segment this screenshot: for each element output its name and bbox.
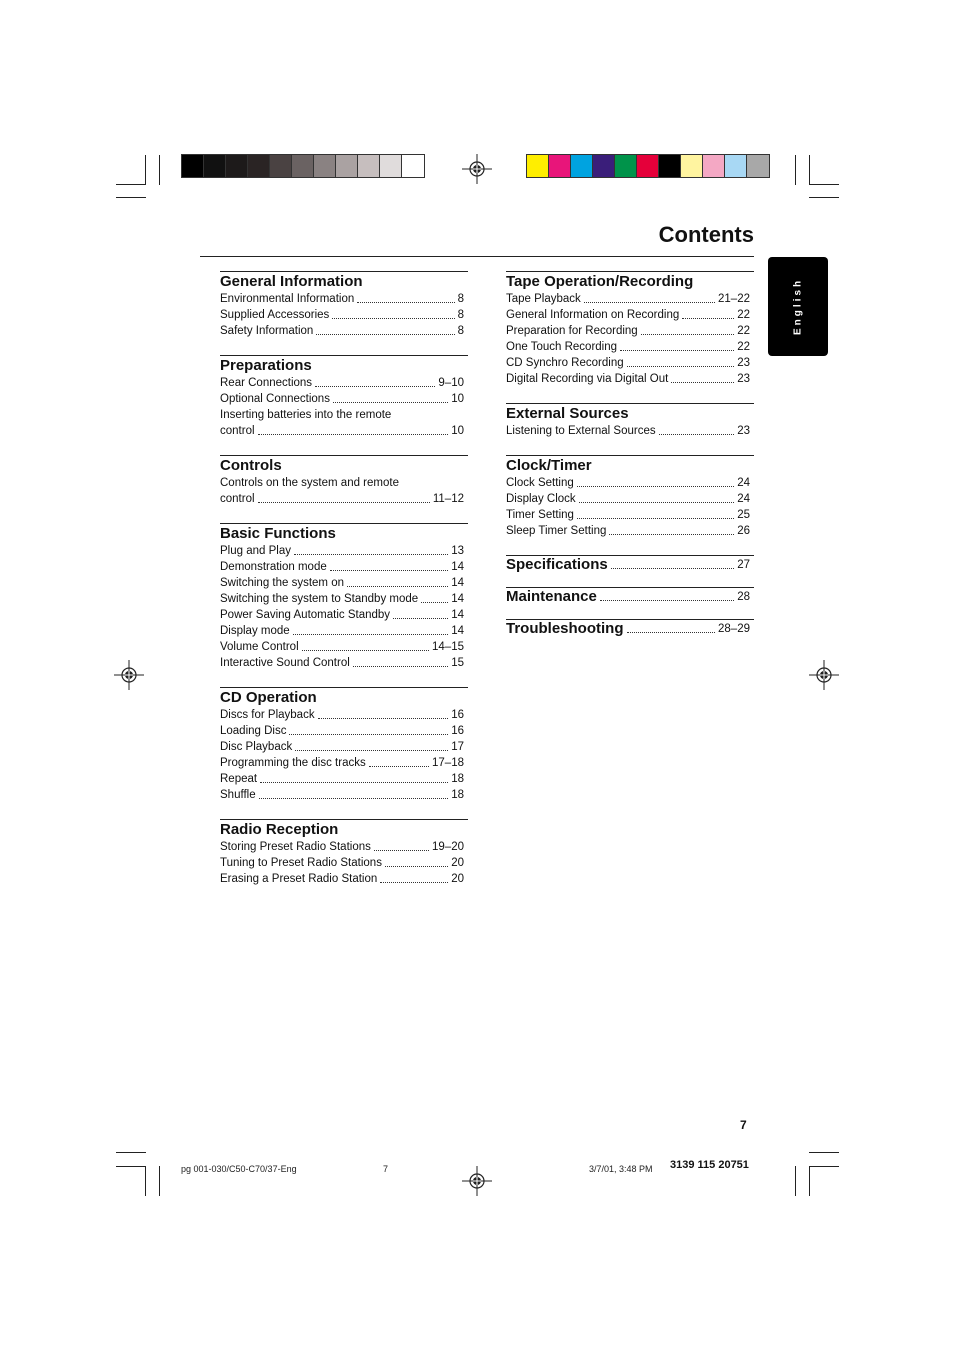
toc-section xyxy=(506,555,754,573)
crop-mark xyxy=(809,184,839,185)
color-swatch xyxy=(380,155,402,177)
toc-entry[interactable] xyxy=(506,523,754,539)
toc-entry[interactable] xyxy=(506,475,754,491)
toc-entry-label: General Information on Recording xyxy=(506,309,680,321)
toc-entry-label: control xyxy=(220,493,255,505)
toc-section-heading[interactable] xyxy=(506,557,754,573)
toc-section xyxy=(506,403,754,439)
toc-entry[interactable] xyxy=(220,707,468,723)
dot-leader xyxy=(620,350,734,351)
footer-timestamp: 3/7/01, 3:48 PM xyxy=(589,1164,653,1174)
toc-entry[interactable] xyxy=(220,543,468,559)
color-swatch xyxy=(292,155,314,177)
dot-leader xyxy=(302,650,429,651)
color-swatch xyxy=(248,155,270,177)
toc-entry-label: Safety Information xyxy=(220,325,314,337)
dot-leader xyxy=(627,366,735,367)
color-swatch xyxy=(358,155,380,177)
section-title: Tape Operation/Recording xyxy=(506,273,694,290)
color-swatch xyxy=(637,155,659,177)
toc-entry-label: control xyxy=(220,425,255,437)
dot-leader xyxy=(577,518,734,519)
dot-leader xyxy=(609,534,734,535)
toc-entry-label: Shuffle xyxy=(220,789,256,801)
toc-entry[interactable] xyxy=(220,871,468,887)
process-color-bar xyxy=(526,154,770,178)
toc-entry[interactable] xyxy=(220,559,468,575)
crop-mark xyxy=(116,1166,146,1167)
dot-leader xyxy=(641,334,735,335)
toc-entry[interactable] xyxy=(220,771,468,787)
color-swatch xyxy=(747,155,769,177)
section-title: Troubleshooting xyxy=(506,620,624,637)
toc-entry-page: 14 xyxy=(451,577,464,589)
toc-entry-label: Supplied Accessories xyxy=(220,309,330,321)
toc-section xyxy=(506,619,754,637)
toc-entry-page: 13 xyxy=(451,545,464,557)
toc-entry-page: 15 xyxy=(451,657,464,669)
toc-entry-label: Disc Playback xyxy=(220,741,293,753)
color-swatch xyxy=(226,155,248,177)
crop-mark xyxy=(795,155,796,185)
section-title: Radio Reception xyxy=(220,821,339,838)
dot-leader xyxy=(353,666,448,667)
dot-leader xyxy=(260,782,448,783)
toc-entry-page: 23 xyxy=(737,357,750,369)
toc-entry[interactable] xyxy=(506,507,754,523)
toc-entry-page: 18 xyxy=(451,789,464,801)
toc-entry-page: 20 xyxy=(451,873,464,885)
crop-mark xyxy=(809,197,839,198)
toc-entry[interactable] xyxy=(220,755,468,771)
toc-entry[interactable] xyxy=(220,855,468,871)
dot-leader xyxy=(577,486,734,487)
toc-entry-label: Preparation for Recording xyxy=(506,325,638,337)
toc-entry[interactable] xyxy=(506,323,754,339)
color-swatch xyxy=(725,155,747,177)
toc-entry-label: Timer Setting xyxy=(506,509,574,521)
toc-entry[interactable] xyxy=(220,639,468,655)
section-title: General Information xyxy=(220,273,363,290)
toc-entry[interactable] xyxy=(220,291,468,307)
toc-entry-page: 14–15 xyxy=(432,641,464,653)
dot-leader xyxy=(315,386,435,387)
toc-section xyxy=(506,455,754,539)
dot-leader xyxy=(330,570,448,571)
toc-entry-label: Environmental Information xyxy=(220,293,355,305)
toc-entry-label: Switching the system to Standby mode xyxy=(220,593,419,605)
toc-entry-page: 23 xyxy=(737,373,750,385)
toc-entry-label: Demonstration mode xyxy=(220,561,327,573)
toc-entry[interactable] xyxy=(220,623,468,639)
toc-entry-label: Storing Preset Radio Stations xyxy=(220,841,371,853)
dot-leader xyxy=(421,602,448,603)
crop-mark xyxy=(116,184,146,185)
toc-entry-page: 14 xyxy=(451,625,464,637)
crop-mark xyxy=(159,1166,160,1196)
toc-entry-page: 21–22 xyxy=(718,293,750,305)
dot-leader xyxy=(579,502,735,503)
dot-leader xyxy=(600,600,734,601)
toc-entry[interactable] xyxy=(220,739,468,755)
toc-entry-page: 14 xyxy=(451,593,464,605)
color-swatch xyxy=(681,155,703,177)
dot-leader xyxy=(289,734,448,735)
toc-entry[interactable] xyxy=(220,323,468,339)
registration-mark-icon xyxy=(809,660,839,690)
color-swatch xyxy=(182,155,204,177)
toc-entry[interactable] xyxy=(220,423,468,439)
toc-entry[interactable] xyxy=(506,355,754,371)
toc-entry-label: Rear Connections xyxy=(220,377,313,389)
toc-entry-label: Loading Disc xyxy=(220,725,287,737)
crop-mark xyxy=(145,1166,146,1196)
color-swatch xyxy=(336,155,358,177)
dot-leader xyxy=(584,302,715,303)
toc-entry-page: 18 xyxy=(451,773,464,785)
dot-leader xyxy=(374,850,429,851)
toc-section-heading[interactable] xyxy=(506,589,754,605)
toc-entry-page: 10 xyxy=(451,393,464,405)
dot-leader xyxy=(258,502,430,503)
toc-entry-page: 20 xyxy=(451,857,464,869)
dot-leader xyxy=(294,554,448,555)
dot-leader xyxy=(333,402,448,403)
toc-entry-page: 22 xyxy=(737,309,750,321)
toc-entry-page: 27 xyxy=(737,559,750,571)
toc-entry-label: Programming the disc tracks xyxy=(220,757,366,769)
toc-entry-label: Clock Setting xyxy=(506,477,574,489)
color-swatch xyxy=(314,155,336,177)
color-swatch xyxy=(615,155,637,177)
dot-leader xyxy=(682,318,734,319)
toc-entry[interactable] xyxy=(220,575,468,591)
toc-entry-page: 11–12 xyxy=(432,493,464,505)
toc-entry[interactable] xyxy=(220,307,468,323)
toc-entry[interactable] xyxy=(220,655,468,671)
dot-leader xyxy=(380,882,448,883)
toc-entry-label: Tape Playback xyxy=(506,293,581,305)
dot-leader xyxy=(347,586,448,587)
dot-leader xyxy=(357,302,454,303)
toc-entry[interactable] xyxy=(220,375,468,391)
toc-section-heading[interactable] xyxy=(506,621,754,637)
toc-entry[interactable] xyxy=(506,291,754,307)
toc-section xyxy=(506,587,754,605)
crop-mark xyxy=(116,1152,146,1153)
toc-entry-page: 22 xyxy=(737,341,750,353)
crop-mark xyxy=(795,1166,796,1196)
color-swatch xyxy=(549,155,571,177)
toc-right-column xyxy=(506,271,754,651)
dot-leader xyxy=(316,334,454,335)
toc-entry-label: Erasing a Preset Radio Station xyxy=(220,873,378,885)
grayscale-color-bar xyxy=(181,154,425,178)
toc-entry-page: 16 xyxy=(451,709,464,721)
toc-entry-page: 26 xyxy=(737,525,750,537)
section-title: CD Operation xyxy=(220,689,317,706)
registration-mark-icon xyxy=(462,154,492,184)
registration-mark-icon xyxy=(462,1166,492,1196)
color-swatch xyxy=(659,155,681,177)
crop-mark xyxy=(159,155,160,185)
dot-leader xyxy=(259,798,449,799)
toc-entry-label: Discs for Playback xyxy=(220,709,315,721)
toc-entry[interactable] xyxy=(506,491,754,507)
crop-mark xyxy=(116,197,146,198)
toc-left-column xyxy=(220,271,468,903)
toc-entry[interactable] xyxy=(506,371,754,387)
toc-entry-label: Switching the system on xyxy=(220,577,345,589)
toc-section xyxy=(220,271,468,339)
dot-leader xyxy=(393,618,448,619)
toc-entry-page: 17 xyxy=(451,741,464,753)
color-swatch xyxy=(527,155,549,177)
toc-entry-page: 8 xyxy=(457,325,464,337)
toc-section xyxy=(220,455,468,507)
color-swatch xyxy=(593,155,615,177)
toc-entry-page: 25 xyxy=(737,509,750,521)
language-tab xyxy=(768,257,828,356)
toc-entry-label: CD Synchro Recording xyxy=(506,357,624,369)
section-title: Controls xyxy=(220,457,282,474)
toc-entry-label: Inserting batteries into the remote xyxy=(220,409,392,421)
color-swatch xyxy=(270,155,292,177)
toc-entry-label: Listening to External Sources xyxy=(506,425,656,437)
toc-entry[interactable] xyxy=(220,491,468,507)
toc-entry-label: Sleep Timer Setting xyxy=(506,525,607,537)
toc-entry-label: Display mode xyxy=(220,625,290,637)
toc-entry-page: 23 xyxy=(737,425,750,437)
toc-entry-page: 14 xyxy=(451,609,464,621)
toc-entry-page: 28–29 xyxy=(718,623,750,635)
section-title: Basic Functions xyxy=(220,525,336,542)
toc-entry-label: Controls on the system and remote xyxy=(220,477,399,489)
toc-entry[interactable] xyxy=(506,307,754,323)
dot-leader xyxy=(295,750,448,751)
toc-entry-label: Plug and Play xyxy=(220,545,291,557)
section-title: Preparations xyxy=(220,357,312,374)
toc-entry[interactable] xyxy=(220,391,468,407)
footer-file: pg 001-030/C50-C70/37-Eng xyxy=(181,1164,297,1174)
title-rule xyxy=(200,256,754,257)
toc-entry[interactable] xyxy=(506,423,754,439)
toc-entry[interactable] xyxy=(220,787,468,803)
toc-entry[interactable] xyxy=(506,339,754,355)
dot-leader xyxy=(318,718,449,719)
crop-mark xyxy=(809,1166,839,1167)
section-title: External Sources xyxy=(506,405,629,422)
toc-entry-label: Display Clock xyxy=(506,493,576,505)
toc-section xyxy=(220,355,468,439)
toc-entry-page: 9–10 xyxy=(438,377,464,389)
toc-entry-label: Optional Connections xyxy=(220,393,330,405)
dot-leader xyxy=(627,632,716,633)
toc-entry-page: 17–18 xyxy=(432,757,464,769)
toc-entry-label: Power Saving Automatic Standby xyxy=(220,609,391,621)
crop-mark xyxy=(809,155,810,185)
dot-leader xyxy=(611,568,735,569)
dot-leader xyxy=(659,434,735,435)
dot-leader xyxy=(369,766,429,767)
toc-entry[interactable] xyxy=(220,607,468,623)
toc-entry[interactable] xyxy=(220,591,468,607)
toc-entry-label: Interactive Sound Control xyxy=(220,657,350,669)
crop-mark xyxy=(809,1166,810,1196)
toc-section xyxy=(220,819,468,887)
toc-entry-page: 22 xyxy=(737,325,750,337)
toc-entry-page: 24 xyxy=(737,493,750,505)
dot-leader xyxy=(258,434,449,435)
toc-entry-label: One Touch Recording xyxy=(506,341,618,353)
toc-entry-page: 14 xyxy=(451,561,464,573)
crop-mark xyxy=(809,1152,839,1153)
color-swatch xyxy=(204,155,226,177)
toc-entry-label: Volume Control xyxy=(220,641,299,653)
section-title: Clock/Timer xyxy=(506,457,592,474)
toc-section xyxy=(220,687,468,803)
page-title: Contents xyxy=(658,222,754,247)
section-title: Specifications xyxy=(506,556,608,573)
color-swatch xyxy=(402,155,424,177)
toc-entry[interactable] xyxy=(220,839,468,855)
page-number: 7 xyxy=(740,1118,747,1132)
toc-section xyxy=(220,523,468,671)
toc-section xyxy=(506,271,754,387)
crop-mark xyxy=(145,155,146,185)
toc-entry-label: Digital Recording via Digital Out xyxy=(506,373,669,385)
dot-leader xyxy=(385,866,448,867)
dot-leader xyxy=(293,634,449,635)
color-swatch xyxy=(703,155,725,177)
document-number: 3139 115 20751 xyxy=(670,1159,749,1171)
footer-page: 7 xyxy=(383,1164,389,1174)
registration-mark-icon xyxy=(114,660,144,690)
toc-entry-page: 8 xyxy=(457,309,464,321)
toc-entry-page: 8 xyxy=(457,293,464,305)
toc-entry-page: 16 xyxy=(451,725,464,737)
toc-entry-label: Tuning to Preset Radio Stations xyxy=(220,857,382,869)
toc-entry-label: Repeat xyxy=(220,773,258,785)
dot-leader xyxy=(332,318,454,319)
toc-entry[interactable] xyxy=(220,723,468,739)
toc-entry-page: 28 xyxy=(737,591,750,603)
toc-entry-page: 19–20 xyxy=(432,841,464,853)
section-title: Maintenance xyxy=(506,588,597,605)
toc-entry-page: 24 xyxy=(737,477,750,489)
color-swatch xyxy=(571,155,593,177)
dot-leader xyxy=(671,382,734,383)
language-tab-label: English xyxy=(792,277,804,336)
toc-entry-page: 10 xyxy=(451,425,464,437)
